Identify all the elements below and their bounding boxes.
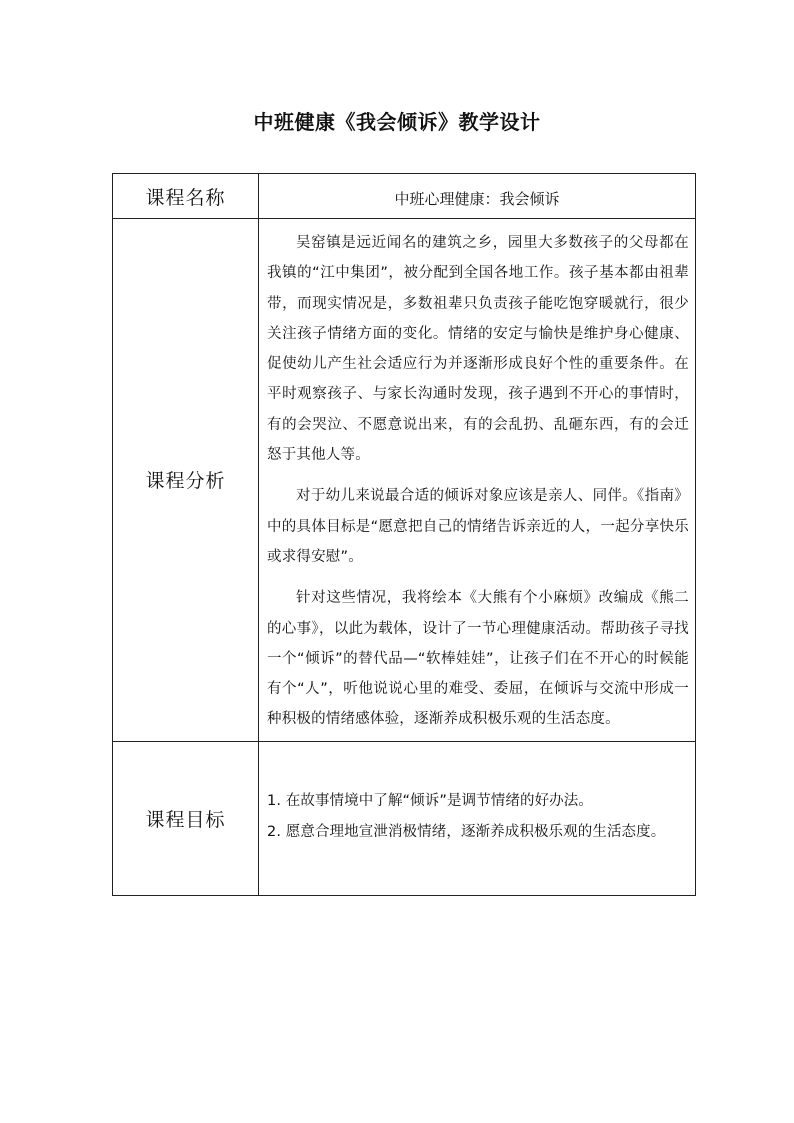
course-name-value: 中班心理健康：我会倾诉 <box>259 174 696 219</box>
goal-item: 1. 在故事情境中了解“倾诉”是调节情绪的好办法。 <box>267 793 593 810</box>
lesson-plan-table <box>112 173 696 896</box>
course-analysis-label: 课程分析 <box>113 219 259 742</box>
course-name-row <box>113 174 696 219</box>
course-goals-content <box>259 741 696 895</box>
analysis-paragraph: 吴窑镇是远近闻名的建筑之乡，园里大多数孩子的父母都在我镇的“江中集团”，被分配到全国各地工作。孩子基本都由祖辈带，而现实情况是，多数祖辈只负责孩子能吃饱穿暖就行，很少关注孩子情绪方面的变化。情绪的安定与愉快是维护身心健康、促使幼儿产生社会适应行为并逐渐形成良好个性的重要条件。在平时观察孩子、与家长沟通时发现，孩子遇到不开心的事情时，有的会哭泣、不愿意说出来，有的会乱扔、乱砸东西，有的会迁怒于其他人等。 <box>267 235 689 464</box>
course-analysis-row <box>113 219 696 742</box>
document-title: 中班健康《我会倾诉》教学设计 <box>253 110 541 134</box>
course-goals-row <box>113 741 696 895</box>
course-name-label: 课程名称 <box>113 174 259 219</box>
goal-item: 2. 愿意合理地宣泄消极情绪，逐渐养成积极乐观的生活态度。 <box>267 824 666 841</box>
analysis-paragraph: 对于幼儿来说最合适的倾诉对象应该是亲人、同伴。《指南》中的具体目标是“愿意把自己的情绪告诉亲近的人，一起分享快乐或求得安慰”。 <box>267 488 689 565</box>
analysis-paragraph: 针对这些情况，我将绘本《大熊有个小麻烦》改编成《熊二的心事》，以此为载体，设计了一节心理健康活动。帮助孩子寻找一个“倾诉”的替代品—“软棒娃娃”，让孩子们在不开心的时候能有个“人”，听他说说心里的难受、委屈，在倾诉与交流中形成一种积极的情绪感体验，逐渐养成积极乐观的生活态度。 <box>267 590 689 728</box>
course-goals-label: 课程目标 <box>113 741 259 895</box>
course-analysis-content <box>259 219 696 742</box>
